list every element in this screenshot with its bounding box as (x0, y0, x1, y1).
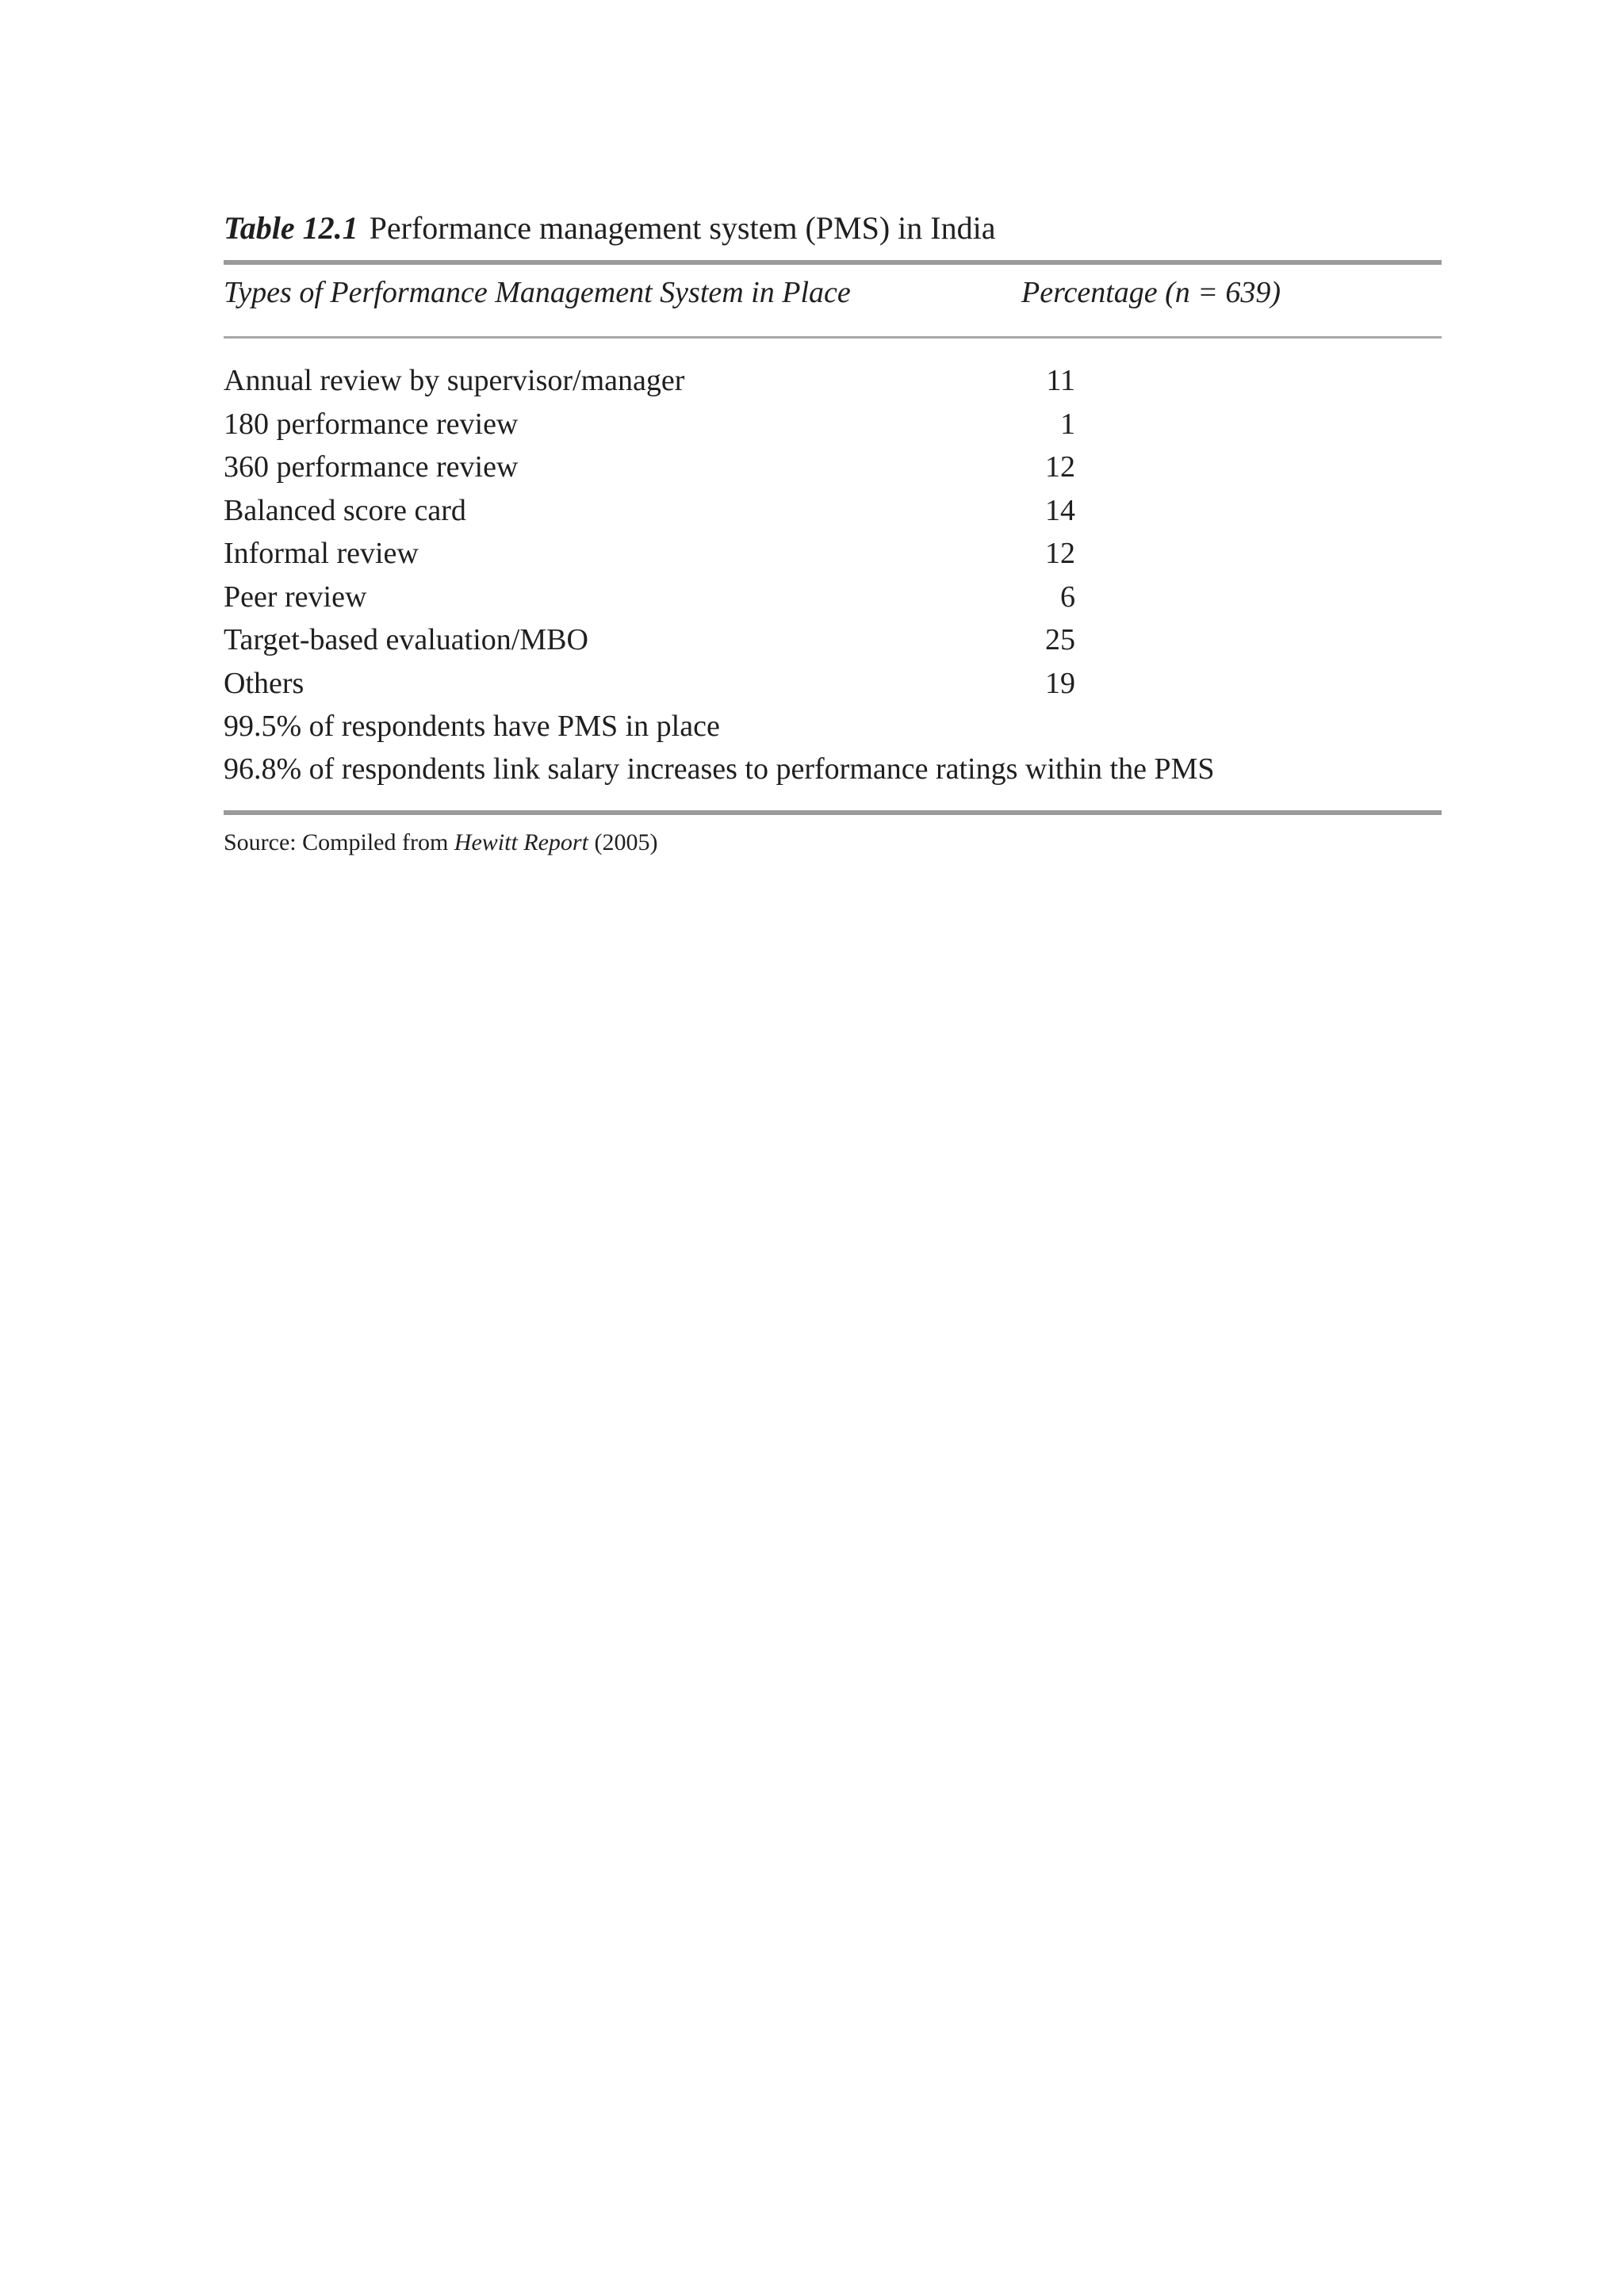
row-percentage: 12 (1045, 537, 1075, 570)
row-type: 180 performance review (224, 407, 519, 441)
table-number: Table 12.1 (224, 210, 358, 246)
column-header-percentage: Percentage (n = 639) (1021, 276, 1281, 309)
row-percentage: 14 (1045, 493, 1075, 527)
table-note: 99.5% of respondents have PMS in place (224, 710, 720, 743)
source-year: (2005) (594, 829, 658, 855)
table-row (224, 405, 1442, 449)
table-body (224, 362, 1442, 707)
source-report: Hewitt Report (454, 829, 588, 855)
row-percentage: 1 (1060, 407, 1075, 441)
row-type: Informal review (224, 537, 419, 570)
table-note: 96.8% of respondents link salary increases to performance ratings within the PMS (224, 752, 1215, 786)
table-row (224, 621, 1442, 664)
source-prefix: Source: Compiled from (224, 829, 449, 855)
row-percentage: 19 (1045, 666, 1075, 700)
table-source (224, 828, 657, 858)
row-percentage: 6 (1060, 580, 1075, 614)
header-rule (224, 336, 1442, 339)
table-caption (224, 209, 995, 247)
table-row (224, 362, 1442, 405)
row-type: 360 performance review (224, 450, 519, 484)
row-percentage: 12 (1045, 450, 1075, 484)
bottom-rule (224, 810, 1442, 815)
column-header-type: Types of Performance Management System in Place (224, 276, 851, 309)
row-type: Others (224, 666, 304, 700)
table-row (224, 578, 1442, 622)
table-row (224, 534, 1442, 578)
top-rule (224, 260, 1442, 265)
table-row (224, 448, 1442, 492)
row-percentage: 25 (1045, 623, 1075, 656)
table-row (224, 492, 1442, 535)
row-type: Annual review by supervisor/manager (224, 364, 685, 397)
row-percentage: 11 (1046, 364, 1075, 397)
table-row (224, 664, 1442, 708)
row-type: Peer review (224, 580, 367, 614)
row-type: Target-based evaluation/MBO (224, 623, 588, 656)
row-type: Balanced score card (224, 493, 466, 527)
table-title: Performance management system (PMS) in India (369, 210, 996, 246)
